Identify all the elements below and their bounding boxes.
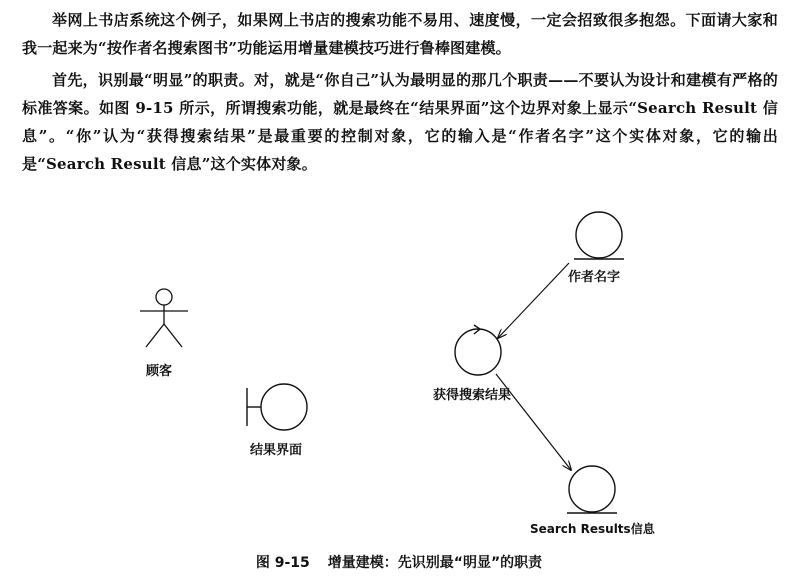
figure-caption <box>0 552 798 572</box>
control-icon <box>455 325 501 375</box>
control-label: 获得搜索结果 <box>433 388 512 403</box>
boundary-label: 结果界面 <box>250 443 303 458</box>
paragraph-1: 举网上书店系统这个例子，如果网上书店的搜索功能不易用、速度慢，一定会招致很多抱怨。下面请大家和我一起来为“按作者名搜索图书”功能运用增量建模技巧进行鲁棒图建模。 <box>22 11 778 57</box>
entity-input-label: 作者名字 <box>568 270 621 285</box>
connector-input-to-control <box>498 263 569 338</box>
actor-label: 顾客 <box>146 364 173 379</box>
caption-number: 图 9-15 <box>255 555 310 571</box>
entity-output-icon <box>567 466 617 513</box>
caption-text: 增量建模：先识别最“明显”的职责 <box>327 555 543 571</box>
entity-output-label: Search Results信息 <box>530 522 655 536</box>
entity-input-icon <box>574 212 624 259</box>
actor-icon <box>140 289 188 347</box>
paragraph-2: 首先，识别最“明显”的职责。对，就是“你自己”认为最明显的那几个职责——不要认为设计和建模有严格的标准答案。如图 9-15 所示，所谓搜索功能，就是最终在“结果界面”这个边界对象上显示“Search Result 信息”。“你”认为“获得搜索结果”是最重要的控制对象，它的输入是“作者名字”这个实体对象，它的输出是“Search Result 信息”这个实体对象。 <box>22 71 778 173</box>
boundary-icon <box>247 384 307 430</box>
